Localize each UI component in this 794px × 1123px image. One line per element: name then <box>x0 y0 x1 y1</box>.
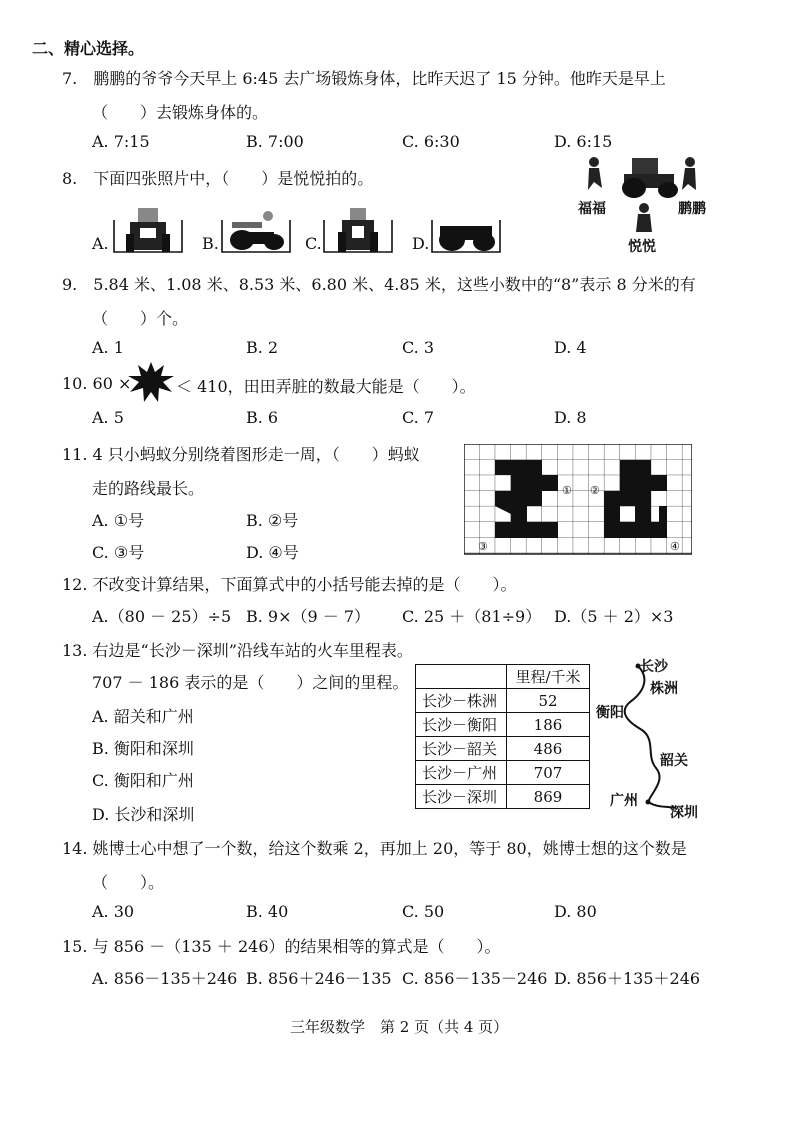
table-cell-route: 长沙－广州 <box>416 761 507 785</box>
q14-option-b[interactable]: B. 40 <box>246 902 289 921</box>
q13-option-d[interactable]: D. 长沙和深圳 <box>92 805 195 824</box>
q10-option-b[interactable]: B. 6 <box>246 408 279 427</box>
marker-2: ② <box>590 484 600 497</box>
q7-line1: 7. 鹏鹏的爷爷今天早上 6:45 去广场锻炼身体，比昨天迟了 15 分钟。他昨天是早上 <box>62 69 666 88</box>
q8-option-c[interactable]: C. <box>305 234 322 253</box>
q7-option-b[interactable]: B. 7:00 <box>246 132 304 151</box>
q7-option-a[interactable]: A. 7:15 <box>92 132 150 151</box>
q10-pre: 10. 60 × <box>62 374 132 393</box>
q11-line2: 走的路线最长。 <box>92 479 205 498</box>
ink-blot-icon <box>128 362 174 402</box>
label-fufu: 福福 <box>578 201 606 217</box>
photo-c-tractor-back <box>322 204 394 256</box>
marker-4: ④ <box>670 540 680 553</box>
q8-option-a[interactable]: A. <box>92 234 109 253</box>
photo-a-tractor-front <box>112 204 184 256</box>
table-row <box>416 713 590 737</box>
q7-option-c[interactable]: C. 6:30 <box>402 132 460 151</box>
q10-option-a[interactable]: A. 5 <box>92 408 124 427</box>
q11-grid-figure <box>464 444 692 556</box>
table-cell-route: 长沙－深圳 <box>416 785 507 809</box>
q13-line1: 13. 右边是“长沙－深圳”沿线车站的火车里程表。 <box>62 641 413 660</box>
q12-option-b[interactable]: B. 9×（9 － 7） <box>246 607 371 626</box>
q7-line2: （ ）去锻炼身体的。 <box>92 103 269 122</box>
marker-1: ① <box>562 484 572 497</box>
table-row <box>416 761 590 785</box>
table-row <box>416 785 590 809</box>
q12-line1: 12. 不改变计算结果，下面算式中的小括号能去掉的是（ ）。 <box>62 575 517 594</box>
q14-option-c[interactable]: C. 50 <box>402 902 445 921</box>
q9-line2: （ ）个。 <box>92 309 189 328</box>
table-cell-km: 869 <box>507 785 590 809</box>
map-label-guangzhou: 广州 <box>610 793 638 809</box>
table-cell-route: 长沙－衡阳 <box>416 713 507 737</box>
map-label-hengyang: 衡阳 <box>596 705 624 721</box>
q13-line2: 707 － 186 表示的是（ ）之间的里程。 <box>92 673 409 692</box>
q11-line1: 11. 4 只小蚂蚁分别绕着图形走一周，（ ）蚂蚁 <box>62 445 420 464</box>
q14-option-a[interactable]: A. 30 <box>92 902 135 921</box>
q12-option-a[interactable]: A.（80 － 25）÷5 <box>92 607 232 626</box>
section-title: 二、精心选择。 <box>32 39 145 58</box>
q8-option-b[interactable]: B. <box>202 234 219 253</box>
q14-option-d[interactable]: D. 80 <box>554 902 597 921</box>
q10-post: ＜ 410，田田弄脏的数最大能是（ ）。 <box>176 377 476 396</box>
q11-option-a[interactable]: A. ①号 <box>92 511 145 530</box>
label-yueyue: 悦悦 <box>628 239 656 255</box>
map-label-shaoguan: 韶关 <box>660 753 688 769</box>
q9-option-c[interactable]: C. 3 <box>402 338 435 357</box>
map-label-shenzhen: 深圳 <box>670 805 698 821</box>
q15-option-a[interactable]: A. 856－135＋246 <box>92 969 238 988</box>
q11-option-d[interactable]: D. ④号 <box>246 543 299 562</box>
q7-option-d[interactable]: D. 6:15 <box>554 132 613 151</box>
q13-option-c[interactable]: C. 衡阳和广州 <box>92 771 194 790</box>
table-cell-km: 186 <box>507 713 590 737</box>
q9-option-b[interactable]: B. 2 <box>246 338 279 357</box>
q8-line1: 8. 下面四张照片中，（ ）是悦悦拍的。 <box>62 169 374 188</box>
q9-option-d[interactable]: D. 4 <box>554 338 587 357</box>
label-pengpeng: 鹏鹏 <box>678 201 706 217</box>
q15-option-d[interactable]: D. 856＋135＋246 <box>554 969 701 988</box>
q12-option-d[interactable]: D.（5 ＋ 2）×3 <box>554 607 674 626</box>
table-cell-route: 长沙－韶关 <box>416 737 507 761</box>
q15-option-b[interactable]: B. 856＋246－135 <box>246 969 392 988</box>
map-label-changsha: 长沙 <box>640 659 668 675</box>
q10-option-d[interactable]: D. 8 <box>554 408 587 427</box>
table-header: 里程/千米 <box>507 665 590 689</box>
table-header-row <box>416 665 590 689</box>
table-cell-route: 长沙－株洲 <box>416 689 507 713</box>
q14-line2: （ ）。 <box>92 873 165 892</box>
table-row <box>416 689 590 713</box>
table-row <box>416 737 590 761</box>
q14-line1: 14. 姚博士心中想了一个数，给这个数乘 2，再加上 20，等于 80，姚博士想的这个数是 <box>62 839 687 858</box>
page-footer: 三年级数学 第 2 页（共 4 页） <box>290 1018 509 1036</box>
q15-option-c[interactable]: C. 856－135－246 <box>402 969 548 988</box>
table-cell-km: 52 <box>507 689 590 713</box>
q12-option-c[interactable]: C. 25 ＋（81÷9） <box>402 607 542 626</box>
q13-option-a[interactable]: A. 韶关和广州 <box>92 707 194 726</box>
q13-option-b[interactable]: B. 衡阳和深圳 <box>92 739 194 758</box>
marker-3: ③ <box>478 540 488 553</box>
q15-line1: 15. 与 856 －（135 ＋ 246）的结果相等的算式是（ ）。 <box>62 937 501 956</box>
q11-option-c[interactable]: C. ③号 <box>92 543 145 562</box>
q8-option-d[interactable]: D. <box>412 234 430 253</box>
q10-option-c[interactable]: C. 7 <box>402 408 435 427</box>
table-header-empty <box>416 665 507 689</box>
q9-line1: 9. 5.84 米、1.08 米、8.53 米、6.80 米、4.85 米，这些小数中的“8”表示 8 分米的有 <box>62 275 696 294</box>
q11-option-b[interactable]: B. ②号 <box>246 511 299 530</box>
q9-option-a[interactable]: A. 1 <box>92 338 124 357</box>
mileage-table <box>415 664 590 809</box>
photo-d-tractor-side <box>430 204 502 256</box>
table-cell-km: 486 <box>507 737 590 761</box>
table-cell-km: 707 <box>507 761 590 785</box>
photo-b-tractor-side <box>220 204 292 256</box>
map-label-zhuzhou: 株洲 <box>650 681 678 697</box>
